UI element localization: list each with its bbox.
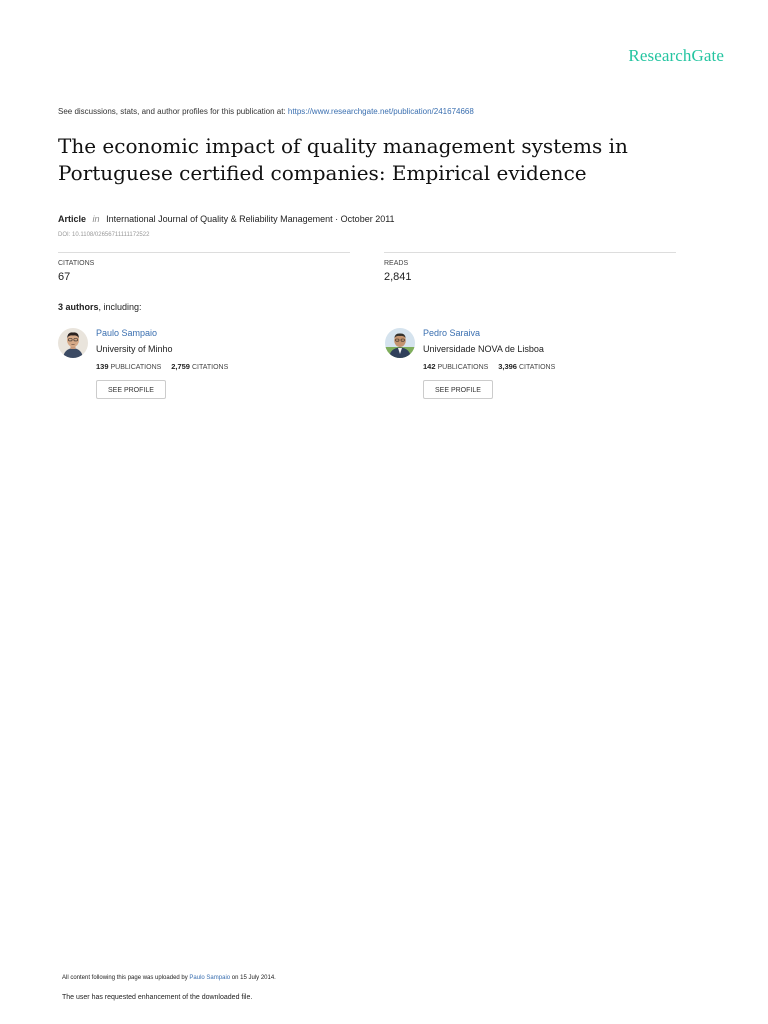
publication-title: The economic impact of quality management systems in Portuguese certified companies: Empirical evidence [58,134,628,185]
discuss-text: See discussions, stats, and author profiles for this publication at: [58,107,286,116]
author-citations-label: CITATIONS [191,364,229,371]
citations-stat [58,252,350,283]
citations-label: CITATIONS [58,260,95,267]
discuss-line [58,107,474,116]
author-stats [423,362,555,371]
author-name[interactable]: Pedro Saraiva [423,328,481,338]
enhancement-note: The user has requested enhancement of the downloaded file. [62,994,253,1001]
uploader-link[interactable]: Paulo Sampaio [189,975,231,981]
upload-prefix: All content following this page was uploaded by [62,975,188,981]
authors-suffix: , including: [98,302,142,312]
upload-note [62,975,276,981]
author-citations-label: CITATIONS [518,364,556,371]
citations-value: 67 [58,271,71,283]
reads-value: 2,841 [384,271,412,283]
publication-meta [58,214,395,224]
upload-suffix: on 15 July 2014. [231,975,276,981]
author-photo-icon[interactable] [58,328,88,358]
author-name[interactable]: Paulo Sampaio [96,328,158,338]
author-publications-label: PUBLICATIONS [110,364,162,371]
author-photo-icon[interactable] [385,328,415,358]
see-profile-button[interactable]: SEE PROFILE [96,380,166,399]
author-institution: Universidade NOVA de Lisboa [423,344,544,354]
in-label: in [92,214,100,224]
authors-heading [58,302,142,312]
venue-date: International Journal of Quality & Reliability Management · October 2011 [106,214,395,224]
author-publications-count: 142 [423,362,436,371]
author-citations-count: 3,396 [498,362,517,371]
author-citations-count: 2,759 [171,362,190,371]
researchgate-logo[interactable]: ResearchGate [628,46,724,65]
doi: DOI: 10.1108/02656711111172522 [58,232,150,238]
author-publications-count: 139 [96,362,109,371]
author-stats [96,362,228,371]
authors-count: 3 authors [58,302,99,312]
author-publications-label: PUBLICATIONS [437,364,489,371]
see-profile-button[interactable]: SEE PROFILE [423,380,493,399]
publication-type: Article [58,214,87,224]
reads-label: READS [384,260,409,267]
author-institution: University of Minho [96,344,173,354]
publication-link[interactable]: https://www.researchgate.net/publication/241674668 [287,107,474,116]
reads-stat [384,252,676,283]
